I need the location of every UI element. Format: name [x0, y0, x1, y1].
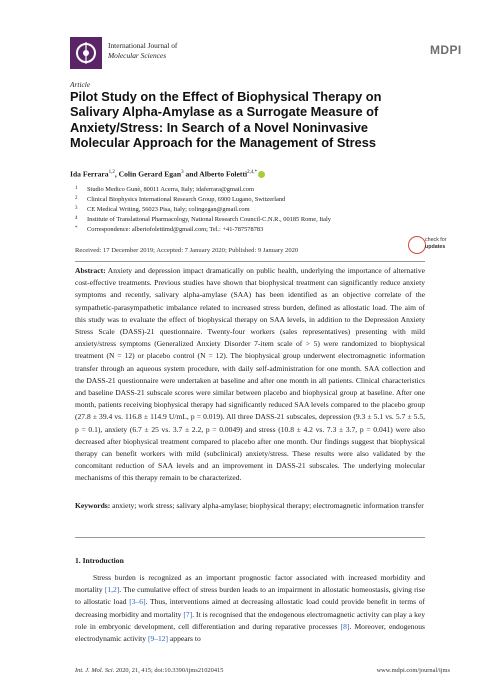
- intro-text: . It is recognised that the endogenous electromagnetic activity can play a key role in embryonic development, cell differentiation and during reparative processes: [75, 609, 425, 631]
- intro-text: . Thus, interventions aimed at decreasing allostatic load could provide benefit in terms of decreasing morbidity and mortality: [75, 597, 425, 619]
- journal-name-line2: Molecular Sciences: [108, 51, 167, 60]
- publication-dates: Received: 17 December 2019; Accepted: 7 January 2020; Published: 9 January 2020: [75, 247, 299, 254]
- citation-link[interactable]: [9–12]: [147, 634, 169, 644]
- citation-details: 2020, 21, 415; doi:10.3390/ijms21020415: [114, 667, 224, 674]
- affiliation-number: *: [75, 226, 78, 231]
- journal-abbreviation: Int. J. Mol. Sci.: [75, 667, 115, 674]
- affiliation-number: 2: [75, 196, 78, 201]
- intro-text: appears to: [168, 634, 201, 644]
- check-for-updates-icon[interactable]: [408, 236, 426, 254]
- author-affiliation-ref: 3: [181, 170, 184, 175]
- author-name[interactable]: Colin Gerard Egan: [118, 169, 182, 179]
- author-list: [70, 168, 430, 180]
- abstract-text: Anxiety and depression impact dramatically on public health, underlying the importance of alternative cost-effective treatments. Previous studies have shown that biophysical treatment can significantly reduce anxiety symptoms and recently, salivary alpha-amylase (SAA) has been identified as an objective correlate of the sympathetic-parasympathetic imbalance related to increased stress burden, defined as allostatic load. The aim of this study was to evaluate the effect of biophysical therapy on SAA levels, in addition to the Depression Anxiety Stress Scale (DASS)-21 questionnaire. Twenty-four workers (sales representatives) presenting with mild anxiety/stress symptoms (Generalized Anxiety Disorder 7-item scale of > 5) were randomized to biophysical treatment (N = 12) or placebo control (N = 12). The biophysical group underwent electromagnetic information transfer through an aqueous system procedure, with daily self-administration for one month. SAA collection and the DASS-21 questionnaire were undertaken at baseline and after one month in all patients. Clinical characteristics and baseline DASS-21 subscale scores were similar between placebo and biophysical group at baseline. After one month, patients receiving biophysical therapy had significantly reduced SAA levels compared to the placebo group (27.8 ± 39.4 vs. 116.8 ± 114.9 U/mL, p = 0.019). All three DASS-21 subscales, depression (9.3 ± 5.1 vs. 5.7 ± 5.5, p = 0.1), anxiety (6.7 ± 25 vs. 3.7 ± 2.2, p = 0.0049) and stress (10.8 ± 4.2 vs. 7.3 ± 3.7, p = 0.041) were also decreased after biophysical treatment compared to placebo after one month. Our findings suggest that biophysical therapy can benefit workers with mild (subclinical) anxiety/stress. These results were also validated by the concomitant reduction of SAA levels and an improvement in DASS-21 subscales. The underlying molecular mechanisms of this therapy remain to be characterized.: [75, 266, 425, 483]
- footer-citation: [75, 667, 223, 674]
- keywords-text: anxiety; work stress; salivary alpha-amylase; biophysical therapy; electromagnetic information transfer: [112, 501, 424, 510]
- citation-link[interactable]: [8]: [340, 621, 350, 631]
- journal-logo-icon: [70, 37, 102, 69]
- author-name[interactable]: Ida Ferrara: [70, 169, 109, 179]
- keywords-label: Keywords:: [75, 501, 111, 510]
- orcid-icon[interactable]: [258, 171, 265, 178]
- author-separator: and: [183, 169, 200, 179]
- publisher-logo: MDPI: [430, 43, 462, 57]
- affiliation-list: [75, 185, 435, 235]
- affiliation-number: 3: [75, 206, 78, 211]
- citation-link[interactable]: [3–6]: [129, 597, 146, 607]
- author-separator: ,: [114, 169, 119, 179]
- affiliation-text: Correspondence: albertofolettimd@gmail.com; Tel.: +41-787578783: [87, 226, 264, 233]
- divider: [75, 537, 425, 538]
- author-affiliation-ref: 2,4,*: [247, 170, 258, 175]
- affiliation-item: [75, 215, 435, 225]
- affiliation-item: [75, 205, 435, 215]
- abstract: [75, 265, 425, 485]
- abstract-label: Abstract:: [75, 266, 106, 275]
- affiliation-item: [75, 185, 435, 195]
- journal-url[interactable]: www.mdpi.com/journal/ijms: [376, 667, 450, 674]
- article-type: Article: [70, 80, 91, 89]
- affiliation-text: Clinical Biophysics International Research Group, 6900 Lugano, Switzerland: [87, 196, 286, 203]
- author-affiliation-ref: 1,2: [108, 170, 115, 175]
- intro-text: Stress burden is recognized as an important prognostic factor associated with increased morbidity and mortality: [75, 573, 425, 595]
- article-title: Pilot Study on the Effect of Biophysical Therapy on Salivary Alpha-Amylase as a Surrogate Measure of Anxiety/Stress: In Search of a Novel Noninvasive Molecular Approach for the Management of Stress: [70, 89, 382, 151]
- affiliation-text: CE Medical Writing, 56023 Pisa, Italy; colingegan@gmail.com: [87, 206, 250, 213]
- section-heading: 1. Introduction: [75, 556, 124, 565]
- journal-name-line1: International Journal of: [108, 41, 178, 50]
- journal-name: [108, 41, 177, 61]
- affiliation-number: 1: [75, 186, 78, 191]
- affiliation-number: 4: [75, 216, 78, 221]
- author-name[interactable]: Alberto Foletti: [199, 169, 248, 179]
- divider: [75, 261, 425, 262]
- intro-paragraph: [75, 572, 425, 645]
- affiliation-text: Institute of Translational Pharmacology, National Research Council-C.N.R., 00185 Rome, Italy: [87, 216, 331, 223]
- citation-link[interactable]: [7]: [183, 609, 193, 619]
- intro-text: . The cumulative effect of stress burden leads to an impairment in allostatic homeostasis, giving rise to allostatic load: [75, 585, 425, 607]
- citation-link[interactable]: [1,2]: [104, 585, 120, 595]
- intro-text: . Moreover, endogenous electrodynamic activity: [75, 621, 425, 644]
- updates-line2: updates: [425, 243, 446, 250]
- affiliation-text: Studio Medico Gunè, 80011 Acerra, Italy; idaferrara@gmail.com: [87, 186, 254, 193]
- check-for-updates-label[interactable]: [425, 237, 447, 250]
- updates-line1: check for: [425, 237, 447, 243]
- keywords: [75, 500, 425, 512]
- affiliation-item: [75, 195, 435, 205]
- correspondence: [75, 225, 435, 235]
